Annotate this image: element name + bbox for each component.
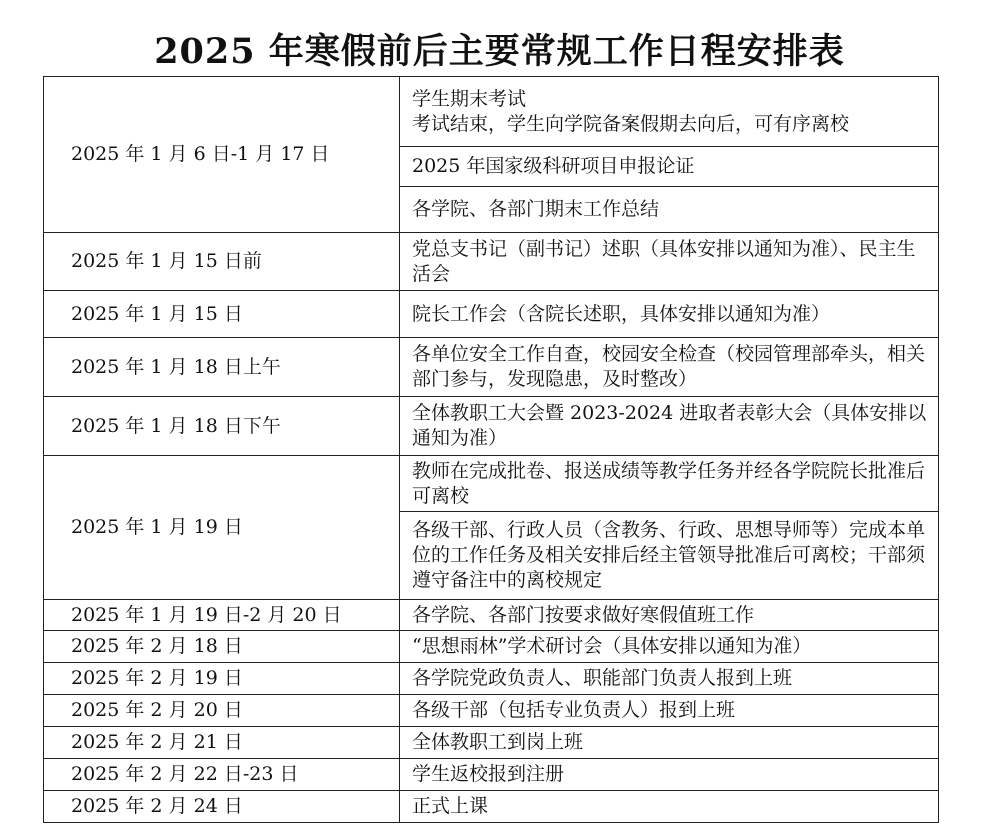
task-cell: 全体教职工到岗上班: [400, 727, 939, 759]
table-row: [44, 631, 939, 663]
task-cell: 2025 年国家级科研项目申报论证: [400, 147, 939, 187]
page-title: 2025 年寒假前后主要常规工作日程安排表: [154, 31, 845, 72]
task-cell: 全体教职工大会暨 2023-2024 进取者表彰大会（具体安排以通知为准）: [400, 397, 939, 456]
date-cell: 2025 年 1 月 15 日前: [44, 233, 400, 291]
date-cell: 2025 年 1 月 18 日下午: [44, 397, 400, 456]
task-cell: 教师在完成批卷、报送成绩等教学任务并经各学院院长批准后可离校: [400, 456, 939, 512]
task-cell: 各学院、各部门期末工作总结: [400, 187, 939, 233]
table-row: [44, 663, 939, 695]
table-row: [44, 338, 939, 397]
table-row: [44, 759, 939, 791]
task-cell: 正式上课: [400, 791, 939, 823]
date-cell: 2025 年 2 月 19 日: [44, 663, 400, 695]
date-cell: 2025 年 1 月 15 日: [44, 291, 400, 338]
table-row: [44, 77, 939, 147]
task-cell: 各学院、各部门按要求做好寒假值班工作: [400, 600, 939, 631]
table-row: [44, 233, 939, 291]
task-cell: 各级干部、行政人员（含教务、行政、思想导师等）完成本单位的工作任务及相关安排后经主管领导批准后可离校；干部须遵守备注中的离校规定: [400, 512, 939, 600]
table-row: [44, 456, 939, 512]
table-row: [44, 600, 939, 631]
table-row: [44, 727, 939, 759]
date-cell: 2025 年 1 月 6 日-1 月 17 日: [44, 77, 400, 233]
task-cell: [400, 77, 939, 147]
task-cell: 党总支书记（副书记）述职（具体安排以通知为准）、民主生活会: [400, 233, 939, 291]
date-cell: 2025 年 1 月 18 日上午: [44, 338, 400, 397]
task-cell: 各单位安全工作自查，校园安全检查（校园管理部牵头，相关部门参与，发现隐患，及时整改）: [400, 338, 939, 397]
table-row: [44, 791, 939, 823]
date-cell: 2025 年 1 月 19 日: [44, 456, 400, 600]
date-cell: 2025 年 2 月 22 日-23 日: [44, 759, 400, 791]
table-row: [44, 695, 939, 727]
date-cell: 2025 年 2 月 24 日: [44, 791, 400, 823]
date-cell: 2025 年 2 月 21 日: [44, 727, 400, 759]
table-row: [44, 397, 939, 456]
task-cell: 院长工作会（含院长述职，具体安排以通知为准）: [400, 291, 939, 338]
task-line: 学生期末考试: [412, 87, 527, 110]
task-line: 考试结束，学生向学院备案假期去向后，可有序离校: [412, 112, 850, 135]
table-row: [44, 291, 939, 338]
schedule-table: [43, 76, 939, 823]
task-cell: 各学院党政负责人、职能部门负责人报到上班: [400, 663, 939, 695]
date-cell: 2025 年 1 月 19 日-2 月 20 日: [44, 600, 400, 631]
date-cell: 2025 年 2 月 18 日: [44, 631, 400, 663]
task-cell: 各级干部（包括专业负责人）报到上班: [400, 695, 939, 727]
task-cell: 学生返校报到注册: [400, 759, 939, 791]
task-cell: “思想雨林”学术研讨会（具体安排以通知为准）: [400, 631, 939, 663]
date-cell: 2025 年 2 月 20 日: [44, 695, 400, 727]
